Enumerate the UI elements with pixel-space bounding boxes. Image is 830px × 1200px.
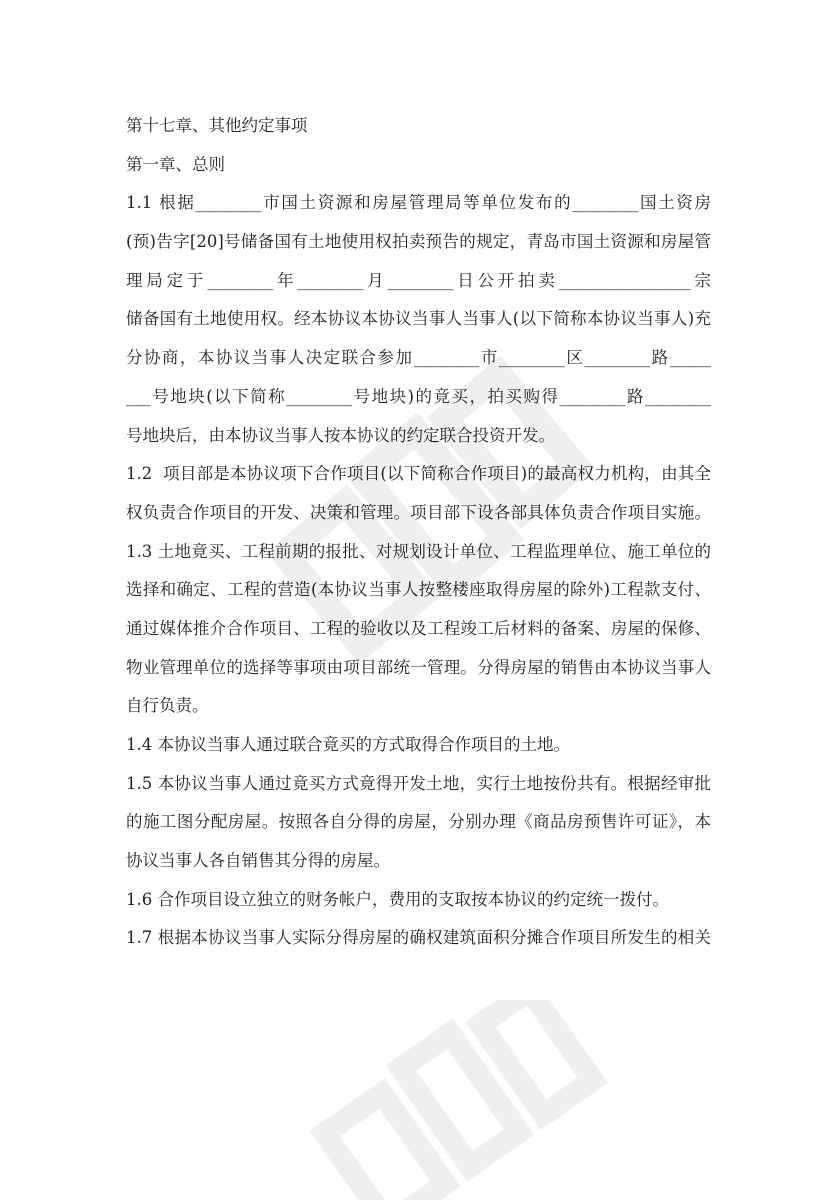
text-line: (预)告字[20]号储备国有土地使用权拍卖预告的规定，青岛市国土资源和房屋管 (126, 232, 711, 252)
text-line: 自行负责。 (126, 696, 209, 716)
chapter-heading-17: 第十七章、其他约定事项 (126, 116, 308, 135)
text-line: ___号地块(以下简称________号地块)的竟买，拍买购得________路________ (126, 386, 711, 406)
text-line: 1.1 根据________市国土资源和房屋管理局等单位发布的________国土资房 (126, 193, 711, 213)
text-line: 号地块后，由本协议当事人按本协议的约定联合投资开发。 (126, 425, 555, 445)
text-line: 选择和确定、工程的营造(本协议当事人按整楼座取得房屋的除外)工程款支付、 (126, 580, 711, 600)
chapter-heading-1: 第一章、总则 (126, 154, 225, 174)
text-line: 1.6 合作项目设立独立的财务帐户，费用的支取按本协议的约定统一拨付。 (126, 889, 669, 909)
text-line: 1.5 本协议当事人通过竟买方式竟得开发土地，实行土地按份共有。根据经审批 (126, 773, 711, 793)
text-line: 的施工图分配房屋。按照各自分得的房屋，分别办理《商品房预售许可证》，本 (126, 812, 711, 832)
text-line: 1.2 项目部是本协议项下合作项目(以下简称合作项目)的最高权力机构，由其全 (126, 464, 711, 484)
text-line: 分协商，本协议当事人决定联合参加________市________区________路_____ (126, 348, 711, 368)
text-line: 物业管理单位的选择等事项由项目部统一管理。分得房屋的销售由本协议当事人 (126, 657, 711, 677)
text-line: 理局定于________年________月________日公开拍卖________________宗 (126, 270, 711, 290)
text-line: 协议当事人各自销售其分得的房屋。 (126, 851, 390, 871)
document-body (126, 107, 711, 958)
text-line: 通过媒体推介合作项目、工程的验收以及工程竣工后材料的备案、房屋的保修、 (126, 618, 711, 638)
watermark-logo-bottom (300, 1000, 620, 1200)
text-line: 1.3 土地竟买、工程前期的报批、对规划设计单位、工程监理单位、施工单位的 (126, 541, 711, 561)
text-line: 储备国有土地使用权。经本协议本协议当事人当事人(以下简称本协议当事人)充 (126, 309, 711, 329)
text-line: 1.7 根据本协议当事人实际分得房屋的确权建筑面积分摊合作项目所发生的相关 (126, 928, 711, 948)
text-line: 权负责合作项目的开发、决策和管理。项目部下设各部具体负责合作项目实施。 (126, 502, 711, 522)
text-line: 1.4 本协议当事人通过联合竟买的方式取得合作项目的土地。 (126, 735, 570, 754)
